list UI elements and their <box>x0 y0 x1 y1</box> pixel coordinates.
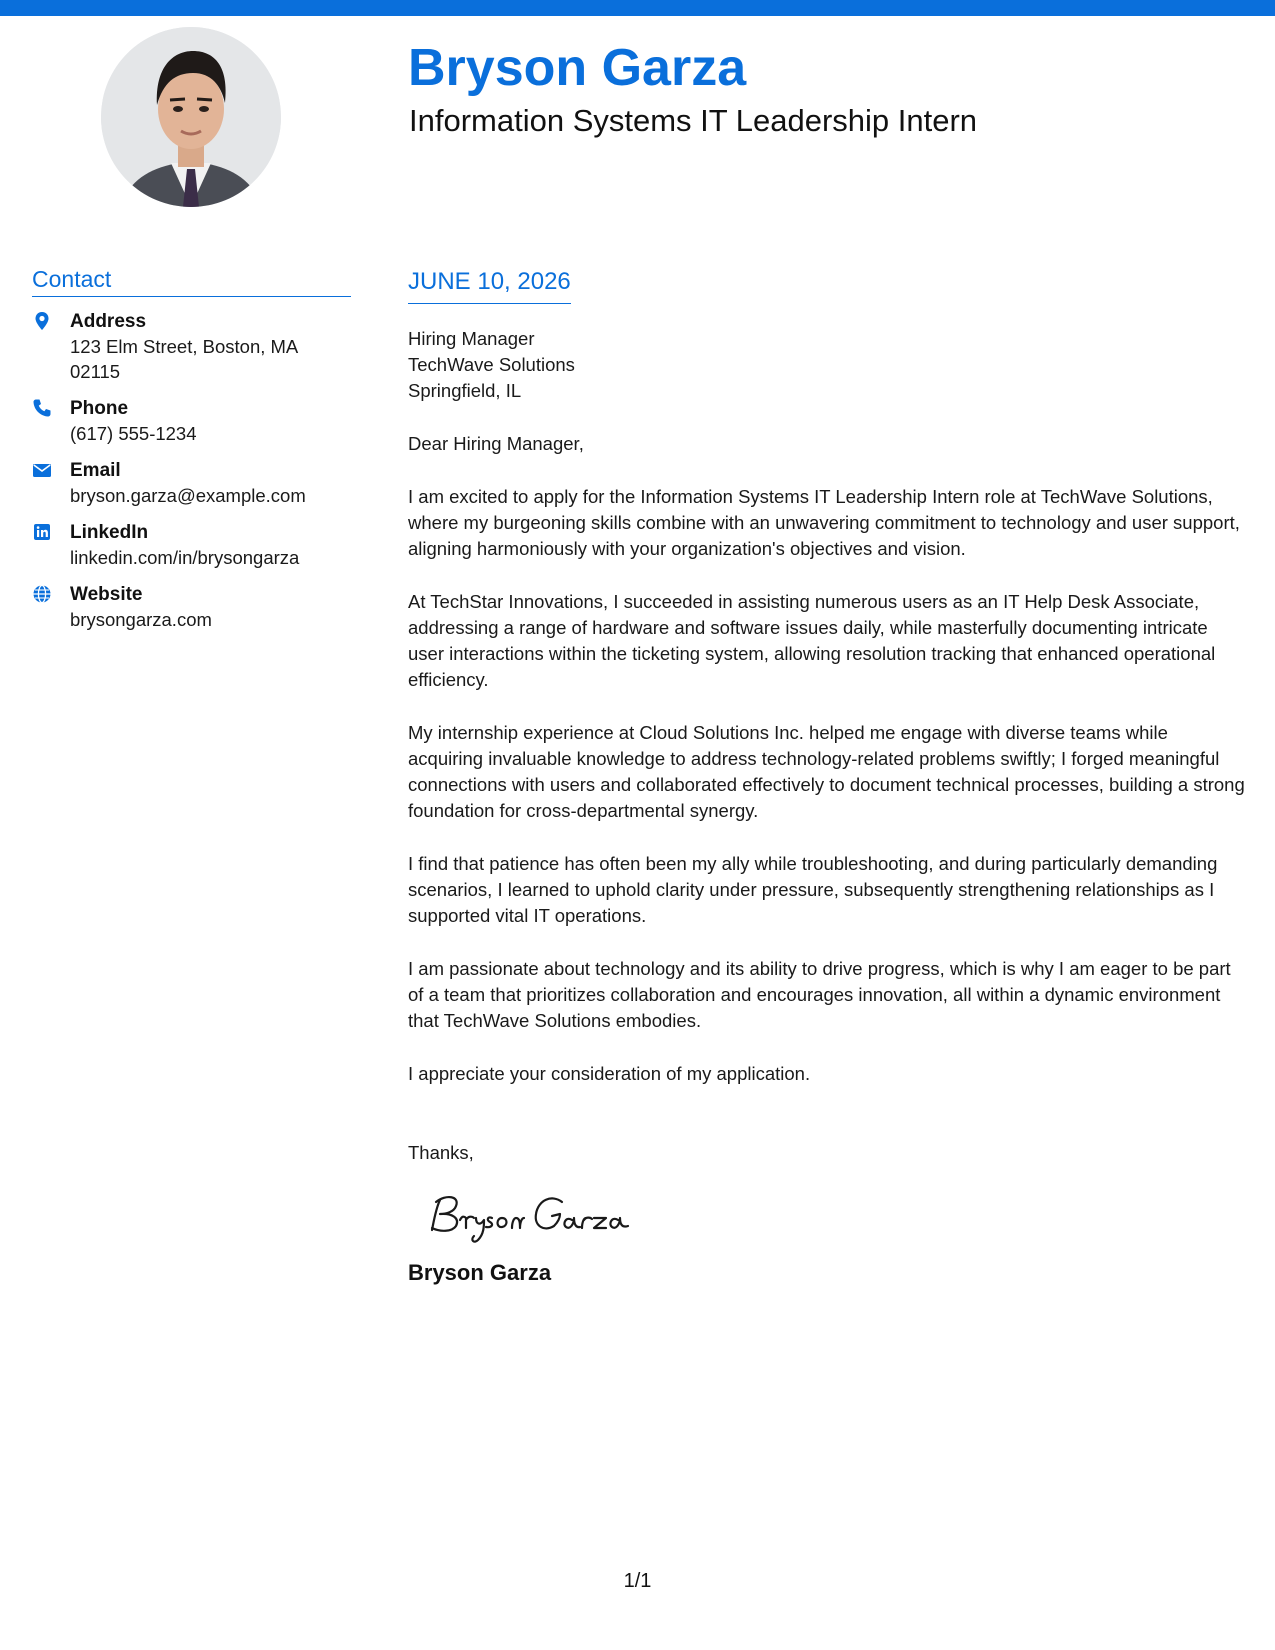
contact-label: Website <box>70 583 143 605</box>
page-number: 1/1 <box>623 1570 652 1592</box>
recipient-line: Hiring Manager <box>408 327 535 349</box>
salutation: Dear Hiring Manager, <box>408 432 584 454</box>
map-pin-icon <box>32 309 70 331</box>
linkedin-value[interactable]: linkedin.com/in/brysongarza <box>70 546 300 568</box>
contact-item-phone <box>32 396 351 446</box>
letter-paragraph: At TechStar Innovations, I succeeded in assisting numerous users as an IT Help Desk Associate, addressing a range of hardware and software issues daily, while masterfully documenting intricate user interactions within the ticketing system, allowing resolution tracking that enhanced operational efficiency. <box>408 590 1216 690</box>
phone-value: (617) 555-1234 <box>70 422 197 444</box>
contact-item-linkedin <box>32 520 351 570</box>
letter-paragraph: I appreciate your consideration of my application. <box>408 1062 811 1084</box>
linkedin-icon <box>32 520 70 542</box>
letter-paragraph: I am passionate about technology and its ability to drive progress, which is why I am eager to be part of a team that prioritizes collaboration and encourages innovation, all within a dynamic environment that TechWave Solutions embodies. <box>408 957 1231 1031</box>
address-value: 123 Elm Street, Boston, MA 02115 <box>70 335 298 382</box>
job-title: Information Systems IT Leadership Intern <box>409 103 978 138</box>
avatar <box>101 27 281 207</box>
profile-photo <box>101 27 281 207</box>
globe-icon <box>32 582 70 604</box>
letter-paragraph: I am excited to apply for the Information Systems IT Leadership Intern role at TechWave Solutions, where my burgeoning skills combine with an unwavering commitment to technology and user support, aligning harmoniously with your organization's objectives and vision. <box>408 485 1240 559</box>
contact-label: Phone <box>70 397 129 419</box>
contact-item-website <box>32 582 351 632</box>
recipient-line: TechWave Solutions <box>408 353 575 375</box>
letter-paragraph: I find that patience has often been my ally while troubleshooting, and during particularly demanding scenarios, I learned to uphold clarity under pressure, subsequently strengthening relationships as I supported vital IT operations. <box>408 852 1218 926</box>
recipient-line: Springfield, IL <box>408 379 522 401</box>
contact-label: Address <box>70 310 147 332</box>
website-value[interactable]: brysongarza.com <box>70 608 212 630</box>
closing: Thanks, <box>408 1141 474 1163</box>
contact-sidebar <box>32 266 351 644</box>
sign-off-name: Bryson Garza <box>408 1259 552 1285</box>
phone-icon <box>32 396 70 418</box>
letter-paragraph: My internship experience at Cloud Solutions Inc. helped me engage with diverse teams while acquiring invaluable knowledge to address technology-related problems swiftly; I forged meaningful connections with users and collaborated effectively to document technical processes, building a strong foundation for cross-departmental synergy. <box>408 721 1245 821</box>
contact-heading: Contact <box>32 266 351 297</box>
contact-item-email <box>32 458 351 508</box>
letter-body <box>408 268 1248 1286</box>
letter-date: JUNE 10, 2026 <box>408 268 571 304</box>
handwritten-signature <box>426 1186 666 1246</box>
top-accent-bar <box>0 0 1275 16</box>
recipient-block <box>408 326 1248 404</box>
contact-label: Email <box>70 459 121 481</box>
contact-item-address <box>32 309 351 384</box>
applicant-name: Bryson Garza <box>408 39 747 97</box>
envelope-icon <box>32 458 70 480</box>
email-value: bryson.garza@example.com <box>70 484 306 506</box>
contact-label: LinkedIn <box>70 521 149 543</box>
